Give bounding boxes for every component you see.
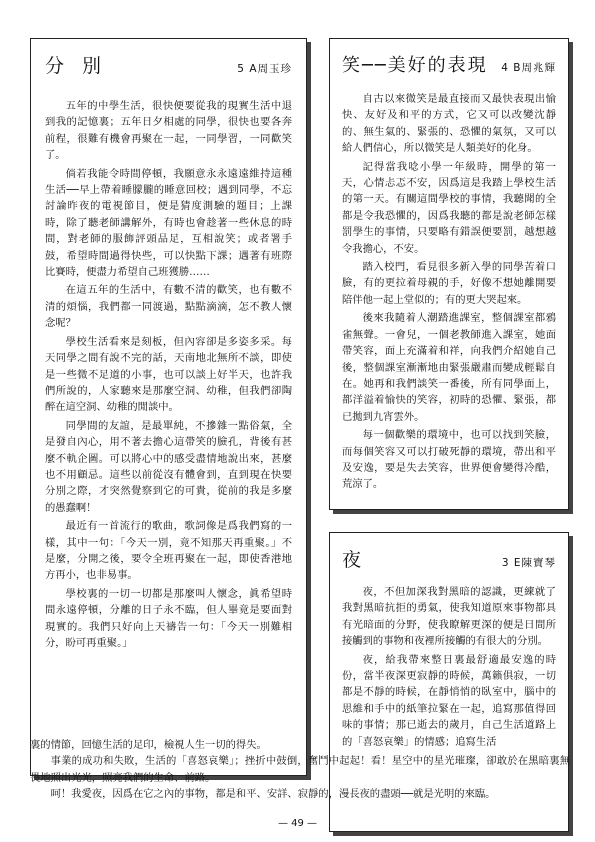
paragraph: 夜，不但加深我對黑暗的認識，更練就了我對黑暗抗拒的勇氣，使我知道原來事物都具有光暗面的分野，使我瞭解更深的便是日間所接觸到的事物和夜裡所接觸的有很大的分別。 (342, 586, 556, 648)
article-header (342, 51, 556, 77)
page-number: — 49 — (277, 818, 318, 829)
article-body (342, 91, 556, 493)
article-header (45, 51, 292, 78)
paragraph: 最近有一首流行的歌曲，歌詞像是爲我們寫的一樣，其中一句：「今天一別，竟不知那天再重聚。」不是麼，分開之後，要令全班再聚在一起，即使香港地方再小，也非易事。 (45, 520, 292, 582)
article-header (342, 545, 556, 572)
paragraph: 事業的成功和失敗，生活的「喜怒哀樂」；挫折中鼓倒，奮鬥中起起！看！星空中的星光璀璨，卻敢於在黑暗裏無畏地照出光光，照亮我們的生命、前路。 (30, 755, 570, 784)
paragraph: 呵！我愛夜，因爲在它之內的事物，都是和平、安詳、寂靜的，漫長夜的盡頭──就是光明的來臨。 (50, 788, 496, 801)
article-body (342, 584, 556, 750)
article-body (45, 98, 292, 651)
paragraph: 學校生活看來是刻板，但內容卻是多姿多采。每天同學之間有說不完的話，天南地北無所不談，即使是一些微不足道的小事，也可以談上好半天，也許我們所說的，人家聽來是那麼空洞、幼稚，但我們卻陶醉在這空洞、幼稚的閒談中。 (45, 335, 292, 414)
paragraph: 倘若我能令時間停頓，我願意永永遠遠維持這種生活──早上帶着睡朦朧的睡意回校；遇到同學，不忘討論昨夜的電視節目，便是猜度測驗的題目；上課時，除了聽老師講解外，有時也會趁著一些休息的時間，對老師的服飾評頭品足，互相說笑；或者署手鼓，希望時間過得快些，可以快點下課；遇著有班際比賽時，便盡力希望自己班獲勝…… (45, 167, 292, 279)
paragraph: 每一個歡樂的環境中，也可以找到笑臉，而每個笑容又可以打破死靜的環境，帶出和平及安逸，要是失去笑容，世界便會變得冷酷，荒涼了。 (342, 429, 556, 491)
article-farewell (30, 38, 307, 776)
paragraph: 記得當我唸小學一年級時，開學的第一天，心情忐忑不安，因爲這是我踏上學校生活的第一天。有關這間學校的事情，我聽聞的全都是令我恐懼的，因爲我聽的都是說老師怎樣罰學生的事情，只要略有錯誤便要罰，越想越令我擔心，不安。 (342, 160, 556, 255)
article-author: 4 B周兆輝 (501, 62, 556, 74)
paragraph: 裏的情節，回憶生活的足印，檢視人生一切的得失。 (30, 739, 267, 751)
article-title: 分 別 (45, 55, 108, 77)
article-title: 夜 (342, 549, 368, 571)
paragraph: 自古以來微笑是最直接而又最快表現出愉快、友好及和平的方式，它又可以改變沈靜的、無生氣的、緊張的、恐懼的氣氛，又可以給人們信心，所以微笑是人類美好的化身。 (342, 93, 556, 155)
article-night-continuation (30, 737, 570, 803)
article-title: 笑──美好的表現 (342, 55, 488, 76)
paragraph: 五年的中學生活，很快便要從我的現實生活中退到我的記憶裏；五年日夕相處的同學，很快也要各奔前程，很難有機會再聚在一起，一同學習，一同歡笑了。 (45, 100, 292, 162)
paragraph: 踏入校門，看見很多新入學的同學苦着口臉，有的更拉着母親的手，好像不想她離開要陪伴他一起上堂似的；有的更大哭起來。 (342, 261, 556, 306)
paragraph: 後來我隨着人潮踏進課室，整個課室都鴉雀無聲。一會兒，一個老教師進入課室，她面帶笑容，面上充滿着和祥，向我們介紹她自己後，整個課室漸漸地由緊張嚴肅而變成輕鬆自在。她再和我們談笑一番後，所有同學面上，都洋溢着愉快的笑容，初時的恐懼、緊張，都已拋到九宵雲外。 (342, 312, 556, 423)
article-author: 3 E陳寶琴 (501, 557, 556, 569)
article-author: 5 A周玉珍 (237, 63, 292, 75)
article-smile (329, 38, 569, 510)
paragraph: 學校裏的一切一切都是那麼叫人懷念，眞希望時間永遠停頓，分離的日子永不臨，但人畢竟是要面對現實的。我們只好向上天禱告一句：「今天一別難相分，盼可再重聚。」 (45, 587, 292, 649)
paragraph: 同學間的友誼，是最單純，不摻雜一點俗氣，全是發自內心，用不著去擔心這帶笑的臉孔，背後有甚麼不軌企圖。可以將心中的感受盡情地說出來，甚麼也不用顧忌。這些以前從沒有體會到，直到現在快要分別之際，才突然覺察到它的可貴，從前的我是多麼的愚蠢啊！ (45, 419, 292, 514)
paragraph: 夜，給我帶來整日裏最舒適最安逸的時份，當半夜深更寂靜的時候，萬籟俱寂，一切都是不靜的時候，在靜悄悄的臥室中，腦中的思維和手中的紙筆拉緊在一起，追寫那值得回味的事情；那已逝去的歲月，自己生活道路上的「喜怒哀樂」的情感；追寫生活 (342, 653, 556, 748)
paragraph: 在這五年的生活中，有數不清的歡笑，也有數不清的煩惱，我們都一同渡過，點點滴滴，怎不教人懷念呢？ (45, 284, 292, 330)
